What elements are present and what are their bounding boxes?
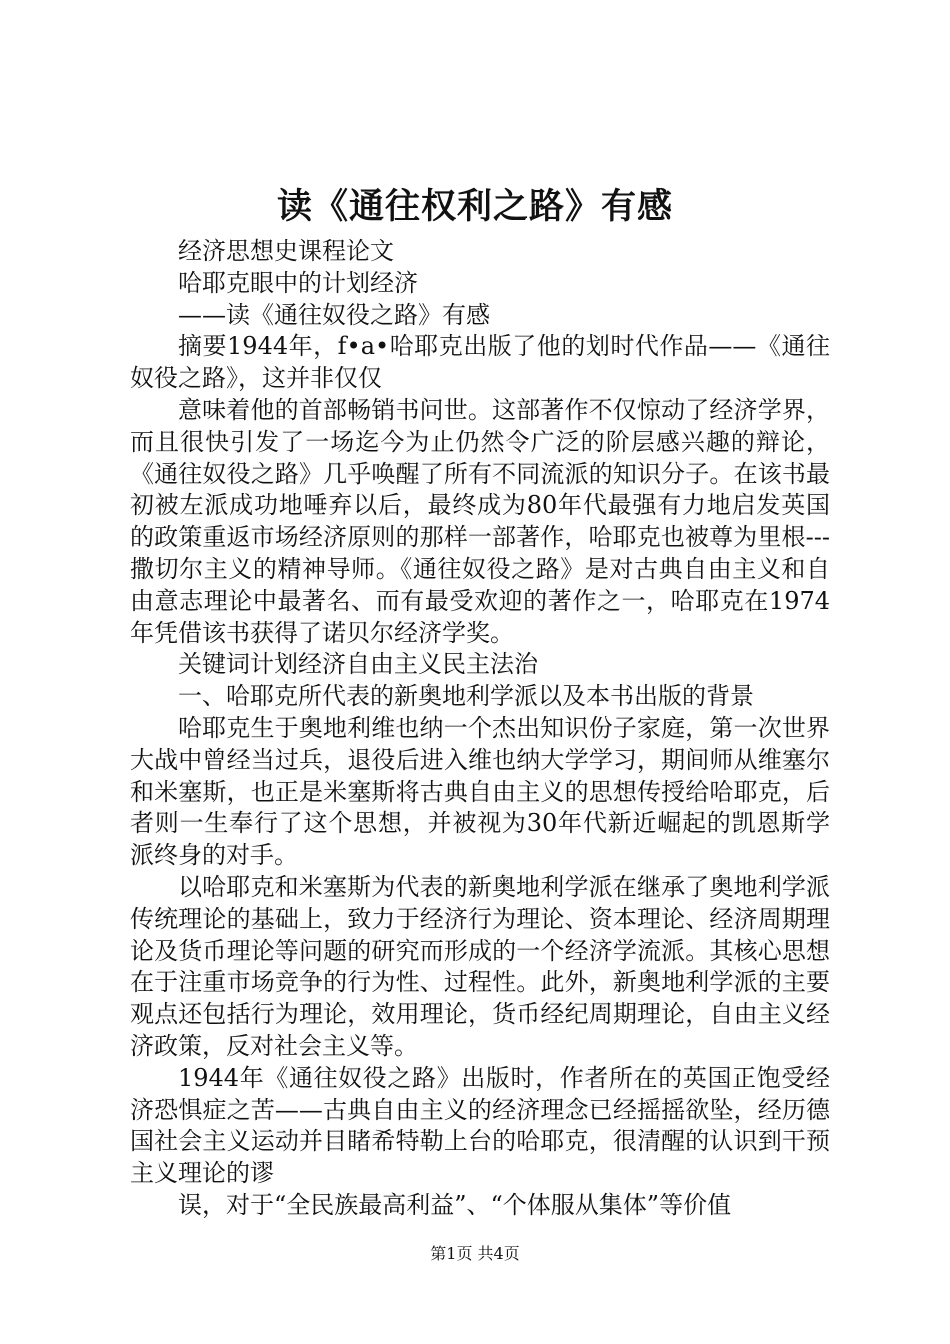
paragraph-subtitle: 哈耶克眼中的计划经济 <box>178 268 418 297</box>
document-body <box>130 236 830 1222</box>
paragraph-abstract-cont: 意味着他的首部畅销书问世。这部著作不仅惊动了经济学界，而且很快引发了一场迄今为止仍然令广泛的阶层感兴趣的辩论，《通往奴役之路》几乎唤醒了所有不同流派的知识分子。在该书最初被左派成功地唾弃以后，最终成为80年代最强有力地启发英国的政策重返市场经济原则的那样一部著作，哈耶克也被尊为里根---撒切尔主义的精神导师。《通往奴役之路》是对古典自由主义和自由意志理论中最著名、而有最受欢迎的著作之一，哈耶克在1974年凭借该书获得了诺贝尔经济学奖。 <box>130 395 830 647</box>
paragraph-austrian-school: 以哈耶克和米塞斯为代表的新奥地利学派在继承了奥地利学派传统理论的基础上，致力于经济行为理论、资本理论、经济周期理论及货币理论等问题的研究而形成的一个经济学流派。其核心思想在于注重市场竞争的行为性、过程性。此外，新奥地利学派的主要观点还包括行为理论，效用理论，货币经纪周期理论，自由主义经济政策，反对社会主义等。 <box>130 872 830 1060</box>
paragraph-subtitle-2: ——读《通往奴役之路》有感 <box>178 300 490 329</box>
paragraph-keywords: 关键词计划经济自由主义民主法治 <box>178 650 538 679</box>
page-number-footer: 第1页 共4页 <box>430 1244 520 1263</box>
paragraph-background: 1944年《通往奴役之路》出版时，作者所在的英国正饱受经济恐惧症之苦——古典自由主义的经济理念已经摇摇欲坠，经历德国社会主义运动并目睹希特勒上台的哈耶克，很清醒的认识到干预主义理论的谬 <box>130 1063 830 1188</box>
document-title: 读《通往权利之路》有感 <box>276 187 673 227</box>
paragraph-biography: 哈耶克生于奥地利维也纳一个杰出知识份子家庭，第一次世界大战中曾经当过兵，退役后进入维也纳大学学习，期间师从维塞尔和米塞斯，也正是米塞斯将古典自由主义的思想传授给哈耶克，后者则一生奉行了这个思想，并被视为30年代新近崛起的凯恩斯学派终身的对手。 <box>130 713 830 870</box>
paragraph-continuation: 误，对于“全民族最高利益”、“个体服从集体”等价值 <box>178 1190 732 1219</box>
paragraph-abstract: 摘要1944年，f•a•哈耶克出版了他的划时代作品——《通往奴役之路》，这并非仅仅 <box>130 332 830 393</box>
section-heading-1: 一、哈耶克所代表的新奥地利学派以及本书出版的背景 <box>178 682 754 711</box>
paragraph-course-label: 经济思想史课程论文 <box>178 237 394 265</box>
